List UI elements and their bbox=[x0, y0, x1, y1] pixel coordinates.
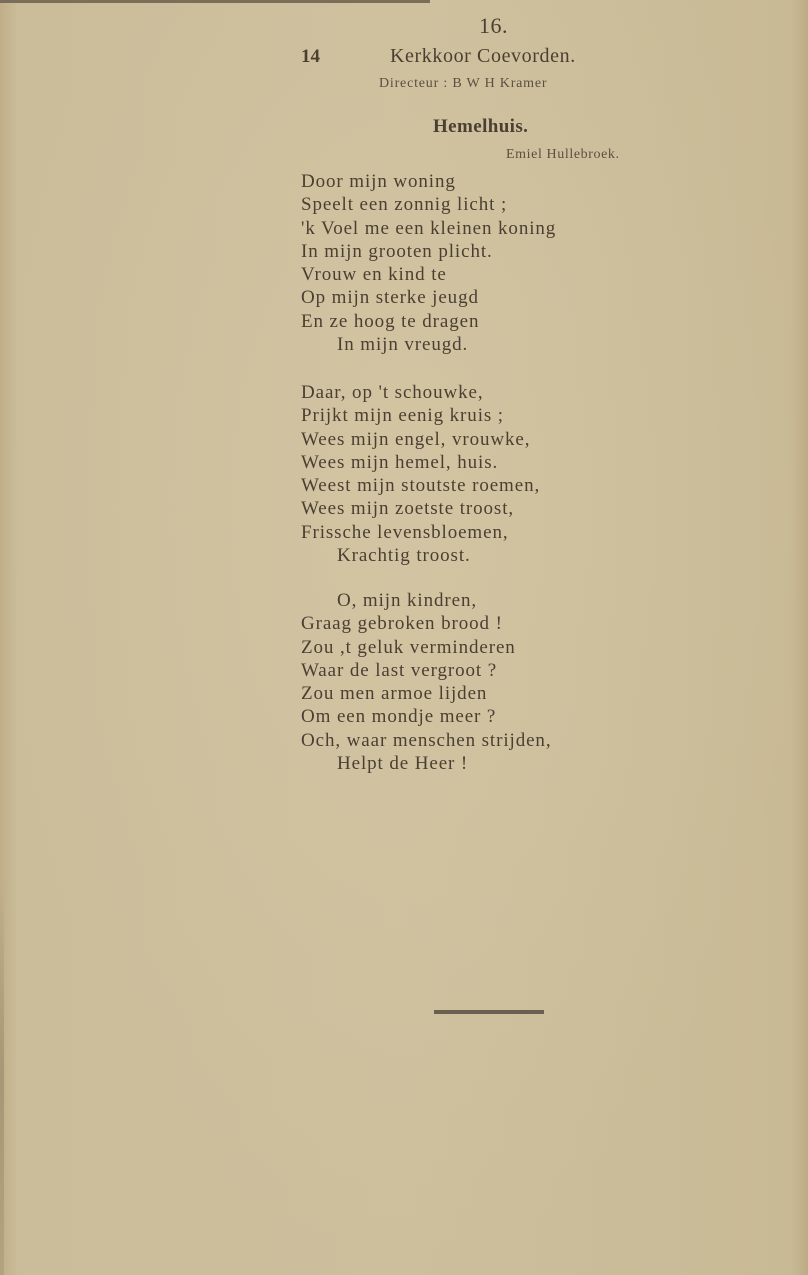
composer: Emiel Hullebroek. bbox=[506, 147, 620, 162]
stanza-line: Frissche levensbloemen, bbox=[301, 521, 509, 543]
stanza-line: 'k Voel me een kleinen koning bbox=[301, 217, 557, 239]
end-rule bbox=[434, 1010, 544, 1014]
stanza-line: Om een mondje meer ? bbox=[301, 706, 497, 728]
stanza-line: Wees mijn hemel, huis. bbox=[301, 451, 499, 473]
stanza-line: Prijkt mijn eenig kruis ; bbox=[301, 405, 504, 427]
item-number: 14 bbox=[301, 46, 320, 67]
stanza-1 bbox=[301, 170, 556, 356]
page-left-edge bbox=[0, 880, 4, 1275]
stanza-line: Vrouw en kind te bbox=[301, 264, 447, 286]
director-line: Directeur : B W H Kramer bbox=[379, 76, 548, 91]
stanza-line: Helpt de Heer ! bbox=[337, 753, 469, 775]
stanza-line: Wees mijn zoetste troost, bbox=[301, 498, 515, 520]
page-top-edge bbox=[0, 0, 430, 3]
stanza-line: Graag gebroken brood ! bbox=[301, 613, 503, 635]
stanza-line: O, mijn kindren, bbox=[337, 590, 477, 611]
song-title: Hemelhuis. bbox=[433, 116, 529, 137]
stanza-3 bbox=[301, 589, 551, 775]
stanza-line: Och, waar menschen strijden, bbox=[301, 729, 552, 751]
stanza-line: Wees mijn engel, vrouwke, bbox=[301, 428, 531, 450]
stanza-line: Daar, op 't schouwke, bbox=[301, 382, 484, 403]
stanza-line: Krachtig troost. bbox=[337, 545, 471, 567]
stanza-line: Door mijn woning bbox=[301, 171, 456, 192]
stanza-line: In mijn vreugd. bbox=[337, 334, 469, 356]
choir-name: Kerkkoor Coevorden. bbox=[390, 45, 576, 67]
page-number: 16. bbox=[479, 13, 508, 38]
stanza-line: Zou men armoe lijden bbox=[301, 683, 488, 705]
stanza-2 bbox=[301, 381, 540, 567]
stanza-line: En ze hoog te dragen bbox=[301, 310, 480, 332]
stanza-line: Weest mijn stoutste roemen, bbox=[301, 475, 541, 497]
stanza-line: Zou ,t geluk verminderen bbox=[301, 636, 516, 658]
stanza-line: Waar de last vergroot ? bbox=[301, 659, 498, 681]
stanza-line: Speelt een zonnig licht ; bbox=[301, 194, 508, 216]
stanza-line: In mijn grooten plicht. bbox=[301, 240, 493, 262]
stanza-line: Op mijn sterke jeugd bbox=[301, 287, 479, 309]
